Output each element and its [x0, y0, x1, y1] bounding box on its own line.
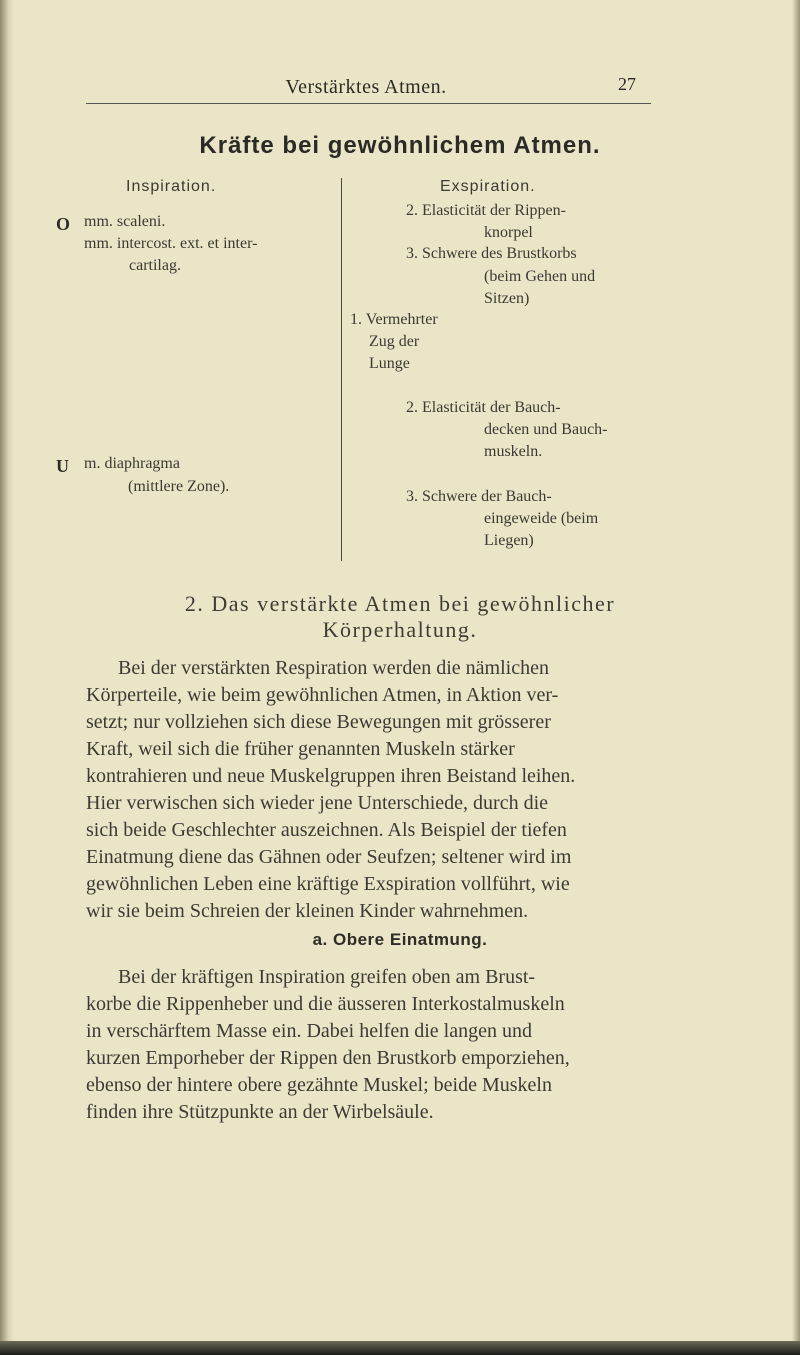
right-line: muskeln. [484, 443, 543, 460]
paragraph-line: korbe die Rippenheber und die äusseren Interkostalmuskeln [86, 993, 565, 1015]
page-bottom-edge [0, 1341, 800, 1355]
right-line: Liegen) [484, 532, 534, 549]
paragraph-line: sich beide Geschlechter auszeichnen. Als Beispiel der tiefen [86, 819, 567, 841]
page-number: 27 [618, 74, 636, 94]
left-line: cartilag. [129, 257, 181, 274]
paragraph-line: in verschärftem Masse ein. Dabei helfen die langen und [86, 1020, 532, 1042]
left-line: (mittlere Zone). [128, 478, 230, 495]
exspiration-heading: Exspiration. [440, 178, 536, 195]
left-line: mm. intercost. ext. et inter- [84, 235, 258, 252]
page-edge-right [792, 0, 800, 1355]
table-title: Kräfte bei gewöhnlichem Atmen. [199, 132, 601, 159]
right-line: eingeweide (beim [484, 510, 599, 527]
right-line: 3. Schwere der Bauch- [406, 488, 552, 505]
right-line: Sitzen) [484, 290, 530, 307]
paragraph-line: Bei der verstärkten Respiration werden die nämlichen [118, 657, 549, 679]
paragraph-line: Hier verwischen sich wieder jene Unterschiede, durch die [86, 792, 549, 814]
section-heading: Körperhaltung. [322, 617, 478, 642]
paragraph-line: setzt; nur vollziehen sich diese Bewegungen mit grösserer [86, 711, 551, 733]
subsection-heading: a. Obere Einatmung. [312, 930, 488, 949]
column-divider [341, 178, 342, 561]
right-line: (beim Gehen und [484, 268, 596, 285]
right-line: 3. Schwere des Brustkorbs [406, 245, 577, 262]
right-line: 1. Vermehrter [350, 311, 438, 328]
paragraph-line: gewöhnlichen Leben eine kräftige Exspiration vollführt, wie [86, 873, 570, 895]
paragraph-line: kontrahieren und neue Muskelgruppen ihren Beistand leihen. [86, 765, 576, 787]
paragraph-line: Körperteile, wie beim gewöhnlichen Atmen, in Aktion ver- [86, 684, 559, 706]
marker-unten: U [56, 456, 69, 476]
right-line: decken und Bauch- [484, 421, 608, 438]
paragraph-line: Einatmung diene das Gähnen oder Seufzen; seltener wird im [86, 846, 572, 868]
paragraph-line: Bei der kräftigen Inspiration greifen oben am Brust- [118, 966, 536, 988]
inspiration-heading: Inspiration. [126, 178, 217, 195]
running-title: Verstärktes Atmen. [285, 76, 447, 98]
right-line: 2. Elasticität der Bauch- [406, 399, 561, 416]
page-edge-left [0, 0, 14, 1355]
paragraph-line: finden ihre Stützpunkte an der Wirbelsäule. [86, 1101, 434, 1123]
paragraph-line: kurzen Emporheber der Rippen den Brustkorb emporziehen, [86, 1047, 570, 1069]
right-line: knorpel [484, 224, 533, 241]
paragraph-line: wir sie beim Schreien der kleinen Kinder wahrnehmen. [86, 900, 529, 922]
right-line: 2. Elasticität der Rippen- [406, 202, 566, 219]
left-line: mm. scaleni. [84, 213, 166, 230]
right-line: Zug der [369, 333, 420, 350]
right-line: Lunge [369, 355, 410, 372]
left-line: m. diaphragma [84, 455, 180, 472]
paragraph-line: ebenso der hintere obere gezähnte Muskel; beide Muskeln [86, 1074, 552, 1096]
marker-oben: O [56, 214, 71, 234]
paragraph-line: Kraft, weil sich die früher genannten Muskeln stärker [86, 738, 515, 760]
section-heading: 2. Das verstärkte Atmen bei gewöhnlicher [184, 591, 616, 616]
header-rule [86, 103, 651, 104]
